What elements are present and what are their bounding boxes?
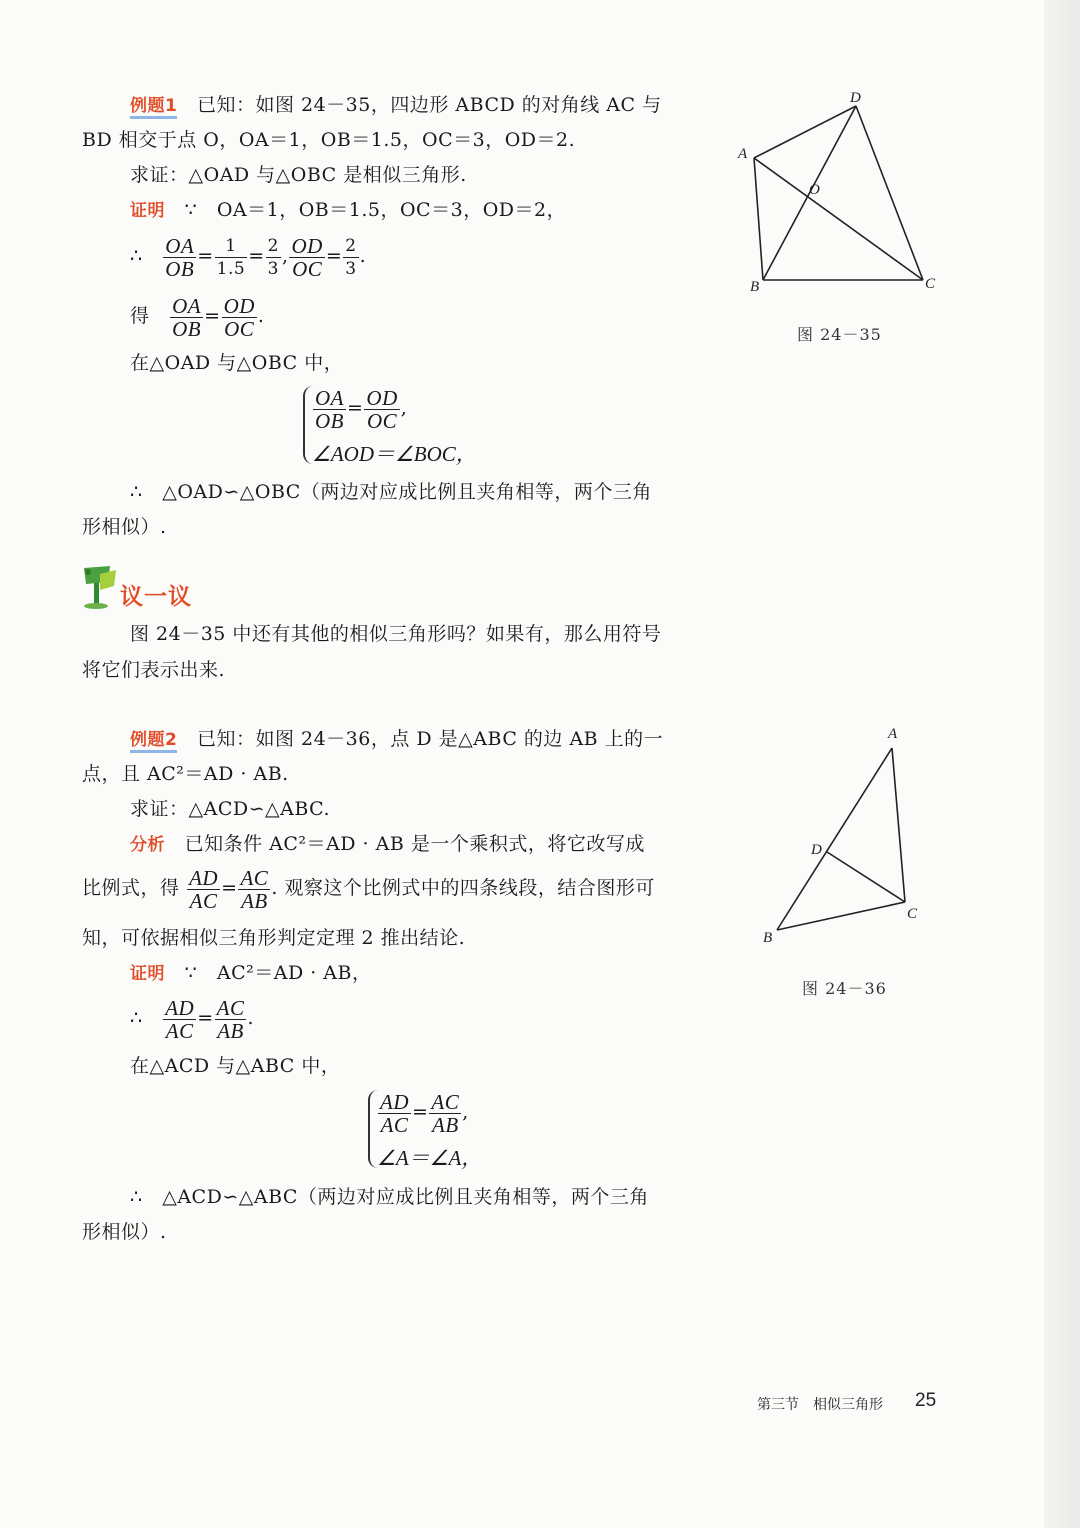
fraction-oa-ob-2: $\frac{OA}{OB}$ [172,293,202,341]
example1-proof-line [130,197,566,224]
fig2-label-c: C [907,906,918,922]
example2-in-triangle: 在△ACD 与△ABC 中， [130,1055,341,1077]
example1-line2: BD 相交于点 O，OA＝1，OB＝1.5，OC＝3，OD＝2. [82,129,576,151]
segment-dc [856,106,923,280]
system1-angle: ∠AOD＝∠BOC， [312,442,477,466]
fraction-ac-ab: $\frac{AC}{AB}$ [240,865,269,913]
because-symbol-2: ∵ [184,962,198,984]
fig1-label-b: B [750,279,760,295]
analysis-text-2b: 观察这个比例式中的四条线段，结合图形可 [284,877,655,899]
fraction-oa-ob: $\frac{OA}{OB}$ [165,233,195,281]
example2-ratio-line: ∴ $\frac{AD}{AC}$ = $\frac{AC}{AB}$ . [130,995,255,1043]
example2-conclusion-2: 形相似）. [82,1221,167,1243]
therefore-symbol: ∴ [130,245,143,267]
fraction-od-oc-2: $\frac{OD}{OC}$ [223,293,255,341]
fig1-label-o: O [809,182,820,198]
example2-given: AC²＝AD · AB， [216,962,372,984]
example2-given-text: 已知：如图 24－36，点 D 是△ABC 的边 AB 上的一 [196,728,664,750]
example1-proof-label: 证明 [130,201,165,221]
example1-prove: 求证：△OAD 与△OBC 是相似三角形. [130,164,467,186]
segment-ab [777,748,892,930]
figure-24-36 [755,722,930,947]
example1-ratio-line: ∴ $\frac{OA}{OB}$ = $\frac{1}{1.5}$ = $\frac{2}{3}$ , $\frac{OD}{OC}$ = $\frac{2}{3}$ . [130,233,367,281]
example2-prove: 求证：△ACD∽△ABC. [130,798,331,820]
segment-ab [754,158,763,280]
get-word: 得 [130,305,150,327]
example2-analysis3: 知，可依据相似三角形判定定理 2 推出结论. [82,927,466,949]
example1-given-text: 已知：如图 24－35，四边形 ABCD 的对角线 AC 与 [196,94,662,116]
example2-analysis2: 比例式，得 $\frac{AD}{AC}$ = $\frac{AC}{AB}$ . 观察这个比例式中的四条线段，结合图形可 [82,865,655,913]
fraction-ac-ab-2: $\frac{AC}{AB}$ [216,995,245,1043]
example2-analysis1 [130,831,645,858]
fig2-label-a: A [888,726,898,742]
fig1-label-d: D [850,90,861,106]
therefore-symbol-2: ∴ [130,481,143,503]
discuss-line1: 图 24－35 中还有其他的相似三角形吗？如果有，那么用符号 [130,623,662,645]
figure-24-35 [730,86,950,296]
example2-concl-text: △ACD∽△ABC（两边对应成比例且夹角相等，两个三角 [162,1186,649,1208]
discuss-icon [80,560,118,610]
example1-get-line: 得 $\frac{OA}{OB}$ = $\frac{OD}{OC}$ . [130,293,265,341]
fraction-ad-ac-3: $\frac{AD}{AC}$ [380,1089,409,1137]
system2-angle: ∠A＝∠A， [377,1146,483,1170]
example1-concl-text: △OAD∽△OBC（两边对应成比例且夹角相等，两个三角 [162,481,652,503]
figure-24-35-caption: 图 24－35 [797,325,882,344]
fraction-2-3b: $\frac{2}{3}$ [345,235,357,279]
fig2-label-d: D [811,842,822,858]
example2-conclusion [130,1184,649,1210]
example2-line1 [130,726,663,753]
therefore-symbol-3: ∴ [130,1007,143,1029]
fraction-od-oc: $\frac{OD}{OC}$ [291,233,323,281]
fig2-label-b: B [763,930,773,946]
segment-bc [777,902,905,930]
analysis-label: 分析 [130,835,165,855]
segment-ad [754,106,856,158]
system1-ratio: $\frac{OA}{OB}$ = $\frac{OD}{OC}$ , [315,385,408,433]
fraction-od-oc-3: $\frac{OD}{OC}$ [366,385,398,433]
segment-ac [892,748,905,902]
analysis-text-2a: 比例式，得 [82,877,180,899]
example1-conclusion [130,479,652,505]
fraction-1-1.5: $\frac{1}{1.5}$ [216,235,246,279]
example1-conclusion-2: 形相似）. [82,516,167,538]
example2-proof-label: 证明 [130,964,165,984]
discuss-line2: 将它们表示出来. [82,659,226,681]
fraction-2-3: $\frac{2}{3}$ [267,235,279,279]
page-edge [1044,0,1080,1528]
fig1-label-a: A [738,146,748,162]
page-number: 25 [915,1390,937,1411]
segment-dc [827,852,905,902]
because-symbol: ∵ [184,199,198,221]
figure-24-36-caption: 图 24－36 [802,979,887,998]
example1-label: 例题1 [130,96,177,119]
diagonal-ac [754,158,923,280]
example1-line1 [130,92,662,119]
example2-label: 例题2 [130,730,177,753]
system2-ratio: $\frac{AD}{AC}$ = $\frac{AC}{AB}$ , [380,1089,469,1137]
fraction-ad-ac: $\frac{AD}{AC}$ [189,865,219,913]
fraction-ac-ab-3: $\frac{AC}{AB}$ [431,1089,460,1137]
example2-proof-line [130,960,371,987]
fig1-label-c: C [925,276,936,292]
fraction-ad-ac-2: $\frac{AD}{AC}$ [165,995,195,1043]
analysis-text-1: 已知条件 AC²＝AD · AB 是一个乘积式，将它改写成 [184,833,645,855]
footer-section-title: 第三节 相似三角形 [757,1397,883,1413]
example1-given-values: OA＝1，OB＝1.5，OC＝3，OD＝2， [216,199,567,221]
therefore-symbol-4: ∴ [130,1186,143,1208]
example2-line2: 点，且 AC²＝AD · AB. [82,763,289,785]
discuss-title: 议一议 [120,584,192,610]
fraction-oa-ob-3: $\frac{OA}{OB}$ [315,385,344,433]
example1-in-triangle: 在△OAD 与△OBC 中， [130,352,344,374]
